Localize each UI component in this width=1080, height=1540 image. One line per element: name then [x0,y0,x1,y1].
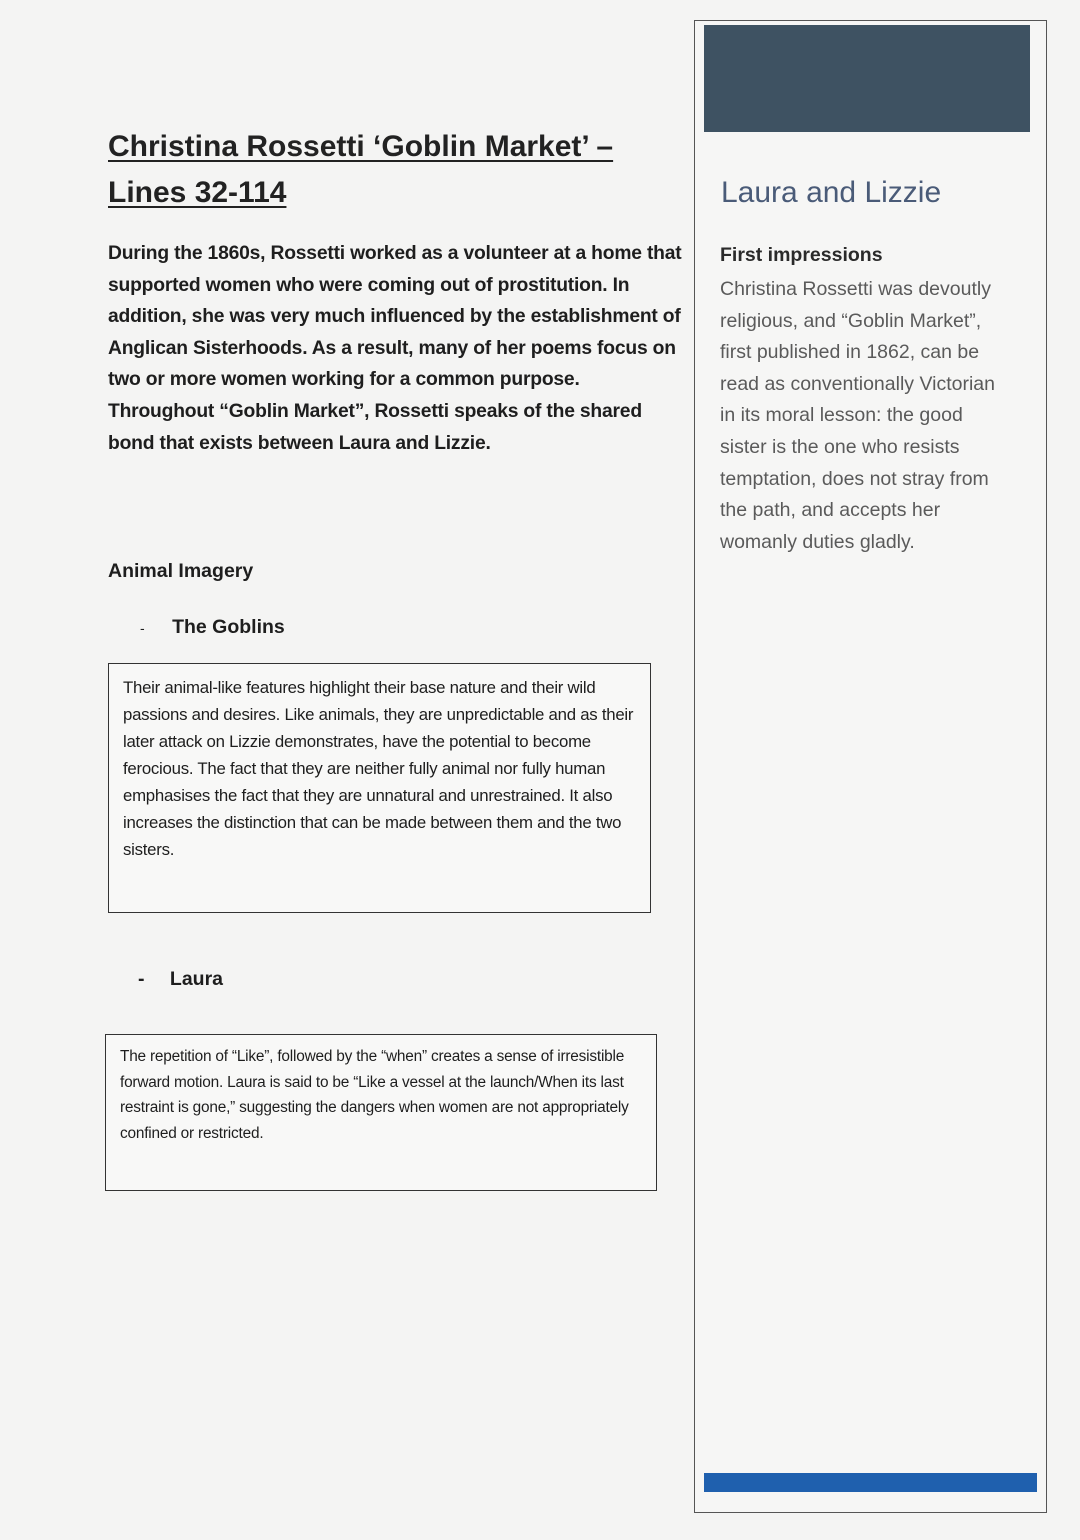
laura-heading: Laura [169,968,224,990]
goblins-textbox: Their animal-like features highlight their base nature and their wild passions and desires. Like animals, they are unpredictable and as their later attack on Lizzie demonstrates, have the potential to become ferocious. The fact that they are neither fully animal nor fully human emphasises the fact that they are unnatural and unrestrained. It also increases the distinction that can be made between them and the two sisters. [108,663,651,913]
section-heading: Animal Imagery [108,560,254,582]
sidebar-subheading: First impressions [720,244,883,266]
bullet-goblins: - The Goblins [140,616,285,638]
goblins-heading: The Goblins [172,616,285,638]
sidebar-footer-bar [704,1473,1037,1492]
sidebar-text: Christina Rossetti was devoutly religious, and “Goblin Market”, first published in 1862, can be read as conventionally Victorian in its moral lesson: the good sister is the one who resists temptation, does not stray from the path, and accepts her womanly duties gladly. [720,278,995,553]
laura-textbox: The repetition of “Like”, followed by the “when” creates a sense of irresistible forward motion. Laura is said to be “Like a vessel at the launch/When its last restraint is gone,” suggesting the dangers when women are not appropriately confined or restricted. [105,1034,657,1191]
page-title: Christina Rossetti ‘Goblin Market’ – Lines 32-114 [108,130,614,209]
intro-paragraph: During the 1860s, Rossetti worked as a volunteer at a home that supported women who were coming out of prostitution. In addition, she was very much influenced by the establishment of Anglican Sisterhoods. As a result, many of her poems focus on two or more women working for a common purpose. Throughout “Goblin Market”, Rossetti speaks of the shared bond that exists between Laura and Lizzie. [108,243,682,454]
sidebar-header-block [704,25,1030,132]
sidebar-title: Laura and Lizzie [721,176,942,209]
bullet-laura: - Laura [138,968,224,990]
